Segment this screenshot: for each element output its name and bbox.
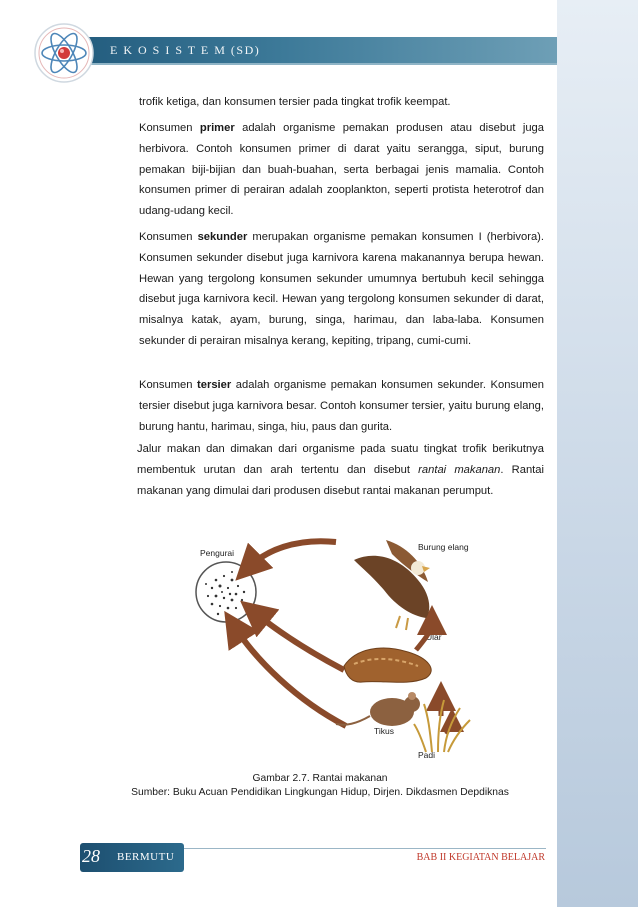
paragraph-text: adalah organisme pemakan konsumen sekunder. Konsumen tersier disebut juga karnivora besar. Contoh konsumer tersier, yaitu burung elang, burung hantu, harimau, singa, hiu, paus dan gurita. [139, 379, 544, 433]
right-side-band [557, 0, 638, 907]
eagle-icon [354, 540, 430, 630]
snake-icon [344, 648, 431, 682]
mouse-icon [336, 692, 420, 726]
paragraph-secondary-consumer [139, 227, 544, 352]
footer-left-label: BERMUTU [117, 851, 175, 863]
arrow-eagle-to-decomposer [248, 541, 336, 568]
paragraph-text: trofik ketiga, dan konsumen tersier pada tingkat trofik keempat. [139, 96, 451, 108]
term-primer: primer [199, 122, 235, 134]
label-rice: Padi [418, 750, 436, 760]
paragraph-primary-consumer [139, 118, 544, 222]
figure-source: Sumber: Buku Acuan Pendidikan Lingkungan Hidup, Dirjen. Dikdasmen Depdiknas [131, 787, 509, 798]
term-rantai-makanan: rantai makanan [418, 463, 501, 476]
food-chain-figure [186, 520, 486, 772]
decomposer-icon [196, 562, 256, 622]
arrow-snake-to-eagle [416, 620, 432, 650]
paragraph-text: Jalur makan dan dimakan dari organisme pada suatu tingkat trofik berikutnya membentuk urutan dan arah tertentu dan disebut [137, 443, 544, 476]
paragraph-trophic-levels [139, 92, 544, 113]
paragraph-tertiary-consumer [139, 375, 544, 437]
label-eagle: Burung elang [418, 542, 469, 552]
paragraph-text: Konsumen [139, 122, 200, 134]
label-snake: Ular [426, 632, 442, 642]
header-title: E K O S I S T E M (SD) [110, 43, 261, 57]
paragraph-text: Konsumen [139, 379, 198, 391]
figure-caption: Gambar 2.7. Rantai makanan [252, 773, 388, 784]
label-decomposer: Pengurai [200, 548, 235, 558]
footer-divider [180, 848, 546, 849]
label-mouse: Tikus [374, 726, 394, 736]
paragraph-text: adalah organisme pemakan produsen atau disebut juga herbivora. Contoh konsumen primer di darat yaitu serangga, siput, burung pemakan biji-bijian dan buah-buahan, serta berbagai jenis mamalia. Contoh konsumen primer di perairan adalah zooplankton, seperti protista heterotrof dan udang-udang kecil. [139, 122, 545, 218]
paragraph-text: merupakan organisme pemakan konsumen I (herbivora). Konsumen sekunder disebut juga karnivora karena makanannya berupa hewan. Hewan yang tergolong konsumen sekunder umumnya bertubuh kecil sehingga disebut juga karnivora kecil. Hewan yang tergolong konsumen sekunder di darat, misalnya katak, ayam, burung, singa, harimau, dan laba-laba. Konsumen sekunder di perairan misalnya kerang, kepiting, tripang, cumi-cumi. [139, 231, 544, 347]
term-tersier: tersier [197, 379, 232, 391]
term-sekunder: sekunder [197, 231, 248, 243]
rice-plant-icon [414, 700, 470, 752]
footer-chapter-label: BAB II KEGIATAN BELAJAR [416, 852, 545, 863]
paragraph-text: . Rantai makanan yang dimulai dari produsen disebut rantai makanan perumput. [137, 463, 544, 497]
paragraph-food-chain [137, 439, 544, 501]
paragraph-text: Konsumen [139, 231, 198, 243]
arrow-snake-to-decomposer [254, 612, 344, 670]
atom-logo-icon [33, 22, 95, 84]
page-number: 28 [82, 846, 100, 866]
